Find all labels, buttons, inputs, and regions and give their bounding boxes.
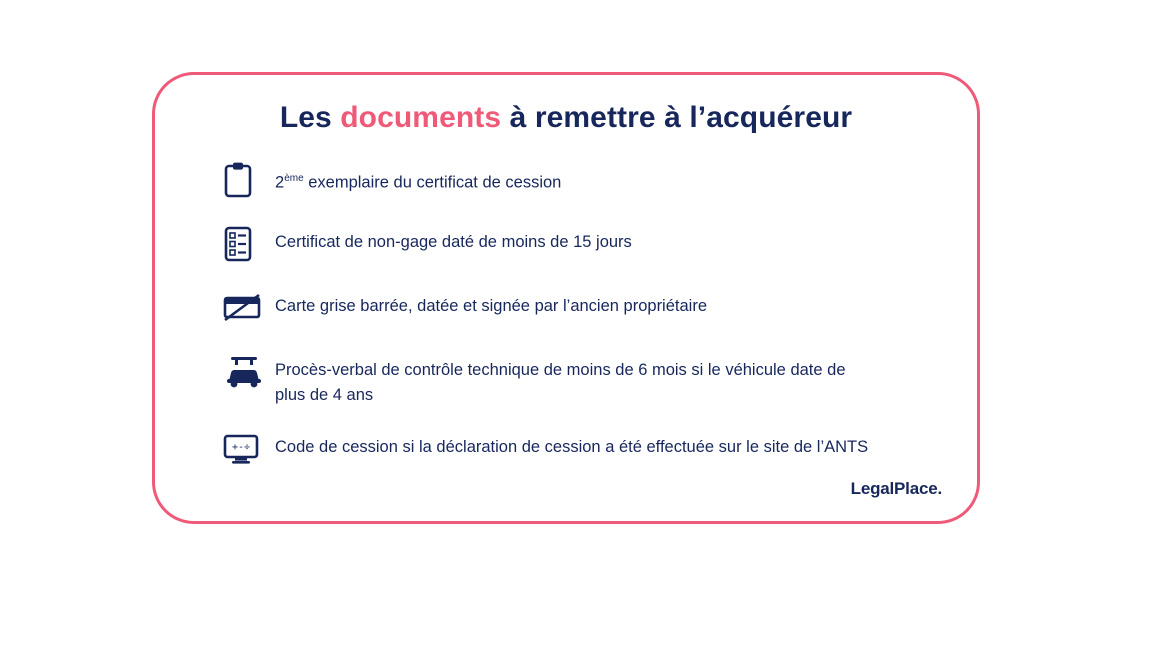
- list-item: [213, 349, 937, 408]
- list-item-label: 2ème exemplaire du certificat de cession: [275, 173, 562, 192]
- list-item-label: Code de cession si la déclaration de cession a été effectuée sur le site de l’ANTS: [275, 438, 869, 456]
- car-inspection-icon: [213, 349, 275, 395]
- title-part-2: à remettre à l’acquéreur: [501, 101, 853, 134]
- documents-list: [213, 157, 937, 490]
- title-part-1: Les: [279, 101, 341, 134]
- list-item-label: Procès-verbal de contrôle technique de moins de 6 mois si le véhicule date de plus de 4 ans: [275, 361, 846, 404]
- page-title: [155, 101, 977, 135]
- ordinal-suffix: ème: [284, 173, 304, 184]
- list-item: [213, 285, 937, 331]
- list-item-label: Certificat de non-gage daté de moins de 15 jours: [275, 233, 632, 251]
- clipboard-icon: [213, 157, 275, 203]
- list-item: [213, 221, 937, 267]
- checklist-icon: [213, 221, 275, 267]
- list-item: [213, 157, 937, 203]
- brand-logo: LegalPlace.: [850, 479, 942, 498]
- title-accent-word: documents: [340, 101, 502, 134]
- list-item-label: Carte grise barrée, datée et signée par l’ancien propriétaire: [275, 297, 707, 315]
- svg-text:+-÷: +-÷: [231, 442, 251, 453]
- list-item: [213, 426, 937, 472]
- monitor-code-icon: [213, 426, 275, 472]
- crossed-card-icon: [213, 285, 275, 331]
- infographic-card: [152, 72, 980, 524]
